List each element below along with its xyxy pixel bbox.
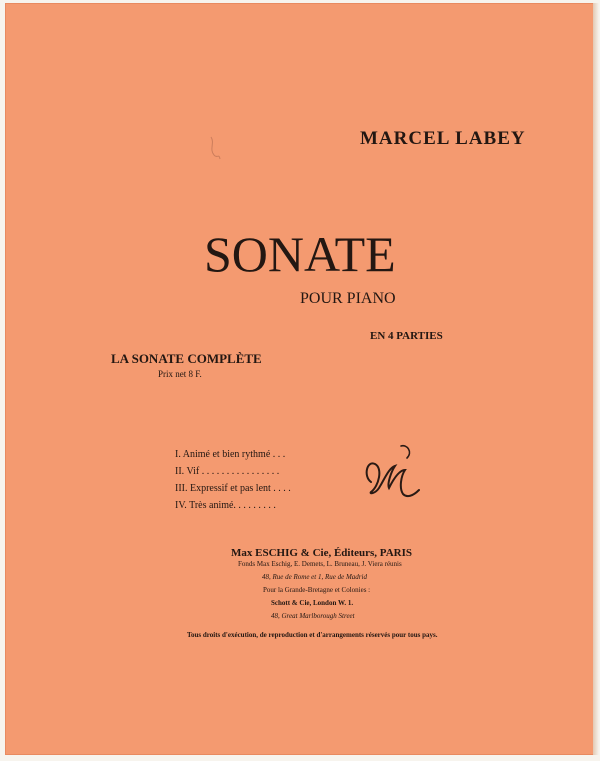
uk-agent-address: 48, Great Marlborough Street xyxy=(271,612,355,620)
parts-count: EN 4 PARTIES xyxy=(370,330,443,342)
complete-edition-label: LA SONATE COMPLÈTE xyxy=(111,351,262,366)
movement-item: I. Animé et bien rythmé . . . xyxy=(175,449,286,460)
publisher-name: Max ESCHIG & Cie, Éditeurs, PARIS xyxy=(231,547,412,559)
uk-agent-name: Schott & Cie, London W. 1. xyxy=(271,599,354,607)
price-label: Prix net 8 F. xyxy=(158,369,202,379)
movement-item: IV. Très animé. . . . . . . . . xyxy=(175,500,276,511)
composer-name: MARCEL LABEY xyxy=(360,128,526,149)
publisher-founded: Fonds Max Eschig, E. Demets, L. Bruneau, J. Viera réunis xyxy=(238,560,402,568)
movement-item: II. Vif . . . . . . . . . . . . . . . . xyxy=(175,466,280,477)
work-subtitle: POUR PIANO xyxy=(300,290,396,307)
rights-notice: Tous droits d'exécution, de reproduction et d'arrangements réservés pour tous pays. xyxy=(187,631,438,639)
pencil-mark-icon xyxy=(205,133,225,163)
publisher-address: 48, Rue de Rome et 1, Rue de Madrid xyxy=(262,573,367,581)
movement-item: III. Expressif et pas lent . . . . xyxy=(175,483,291,494)
work-title: SONATE xyxy=(204,226,396,282)
handwritten-signature-icon xyxy=(361,440,425,510)
movement-list xyxy=(175,449,355,517)
score-cover xyxy=(5,3,594,755)
uk-agent-line: Pour la Grande-Bretagne et Colonies : xyxy=(263,586,371,594)
